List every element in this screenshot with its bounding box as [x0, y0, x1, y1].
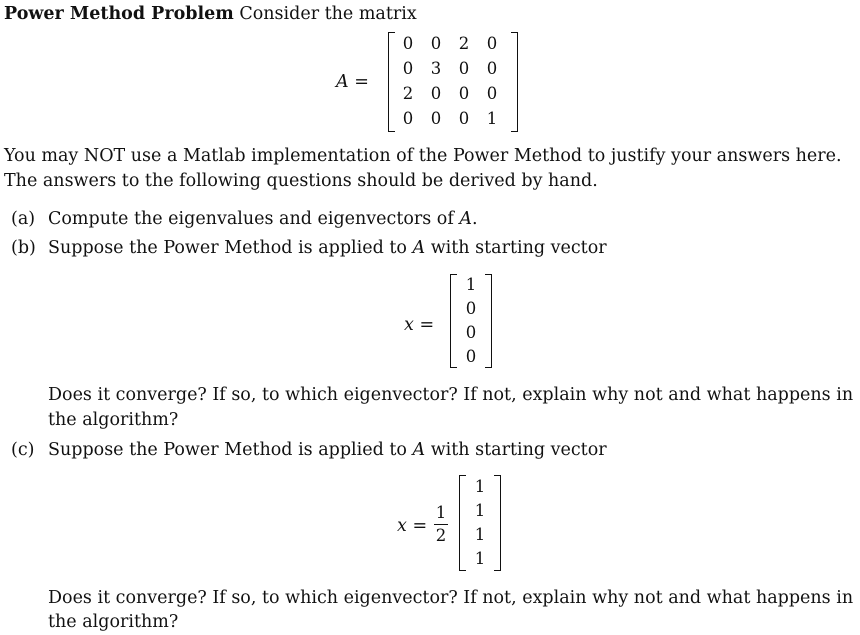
- part-c-scalar-denominator: 2: [435, 526, 447, 545]
- part-b-text: [48, 236, 607, 260]
- problem-intro: Consider the matrix: [239, 4, 417, 24]
- part-b-vector-cell: 0: [465, 323, 477, 342]
- instructions-line-2: The answers to the following questions should be derived by hand.: [4, 171, 598, 191]
- matrix-a-cell: 0: [458, 109, 470, 128]
- matrix-a-right-bracket: [511, 32, 518, 132]
- part-c-vector-cell: 1: [474, 549, 486, 568]
- part-c-question-line-2: the algorithm?: [48, 612, 179, 632]
- matrix-a-lhs: [336, 70, 369, 94]
- part-b-vector-cell: 0: [465, 347, 477, 366]
- part-b-vector: [450, 274, 492, 368]
- matrix-a-cell: 0: [458, 59, 470, 78]
- part-c-vector-left-bracket: [459, 475, 466, 571]
- part-b-text-after: with starting vector: [425, 238, 607, 258]
- part-b-vector-label: x: [404, 315, 414, 335]
- matrix-a-label: A: [336, 72, 349, 92]
- matrix-a-cell: 0: [402, 59, 414, 78]
- instructions-line-1: You may NOT use a Matlab implementation of the Power Method to justify your answers here.: [4, 146, 842, 166]
- part-c-vector-cell: 1: [474, 477, 486, 496]
- heading-line: [4, 2, 417, 26]
- part-a-text: [48, 207, 478, 231]
- part-a-var: A: [459, 209, 473, 229]
- part-b-question-line-1: Does it converge? If so, to which eigenvector? If not, explain why not and what happens in: [48, 385, 854, 405]
- part-b-question-line-2: the algorithm?: [48, 410, 179, 430]
- part-c-vector-label: x: [397, 516, 407, 536]
- matrix-a-cell: 2: [458, 34, 470, 53]
- part-b-vector-left-bracket: [450, 274, 457, 368]
- matrix-a-cell: 1: [486, 109, 498, 128]
- part-c-label: (c): [11, 440, 35, 460]
- matrix-a-equals: =: [354, 72, 369, 92]
- part-c-vector-cell: 1: [474, 501, 486, 520]
- matrix-a-cell: 0: [486, 59, 498, 78]
- part-c-vector-lhs: [397, 514, 427, 538]
- matrix-a-cell: 0: [430, 34, 442, 53]
- part-b-vector-right-bracket: [485, 274, 492, 368]
- part-c-scalar-numerator: 1: [435, 503, 447, 522]
- part-c-vector-right-bracket: [494, 475, 501, 571]
- part-b-vector-lhs: [404, 313, 434, 337]
- matrix-a-cell: 0: [402, 109, 414, 128]
- part-b-vector-cell: 0: [465, 299, 477, 318]
- part-c-vector: [459, 475, 501, 571]
- part-b-vector-cell: 1: [465, 275, 477, 294]
- part-b-var: A: [412, 238, 426, 258]
- part-b-vector-equals: =: [419, 315, 435, 335]
- matrix-a-left-bracket: [388, 32, 395, 132]
- part-c-var: A: [412, 440, 426, 460]
- matrix-a-cell: 3: [430, 59, 442, 78]
- part-c-scalar-fraction-bar: [434, 524, 448, 525]
- part-a-text-before: Compute the eigenvalues and eigenvectors of: [48, 209, 460, 229]
- matrix-a-cell: 2: [402, 84, 414, 103]
- part-c-text-after: with starting vector: [425, 440, 607, 460]
- part-c-vector-cell: 1: [474, 525, 486, 544]
- matrix-a-cell: 0: [402, 34, 414, 53]
- part-c-text: [48, 438, 607, 462]
- part-c-text-before: Suppose the Power Method is applied to: [48, 440, 413, 460]
- part-a-label: (a): [11, 209, 36, 229]
- matrix-a-cell: 0: [486, 84, 498, 103]
- part-b-text-before: Suppose the Power Method is applied to: [48, 238, 413, 258]
- matrix-a: [388, 32, 518, 132]
- part-c-question-line-1: Does it converge? If so, to which eigenvector? If not, explain why not and what happens in: [48, 588, 854, 608]
- matrix-a-cell: 0: [430, 109, 442, 128]
- problem-title: Power Method Problem: [4, 4, 234, 24]
- part-b-label: (b): [11, 238, 36, 258]
- part-c-vector-equals: =: [412, 516, 428, 536]
- matrix-a-cell: 0: [486, 34, 498, 53]
- matrix-a-cell: 0: [458, 84, 470, 103]
- part-a-text-after: .: [472, 209, 478, 229]
- matrix-a-cell: 0: [430, 84, 442, 103]
